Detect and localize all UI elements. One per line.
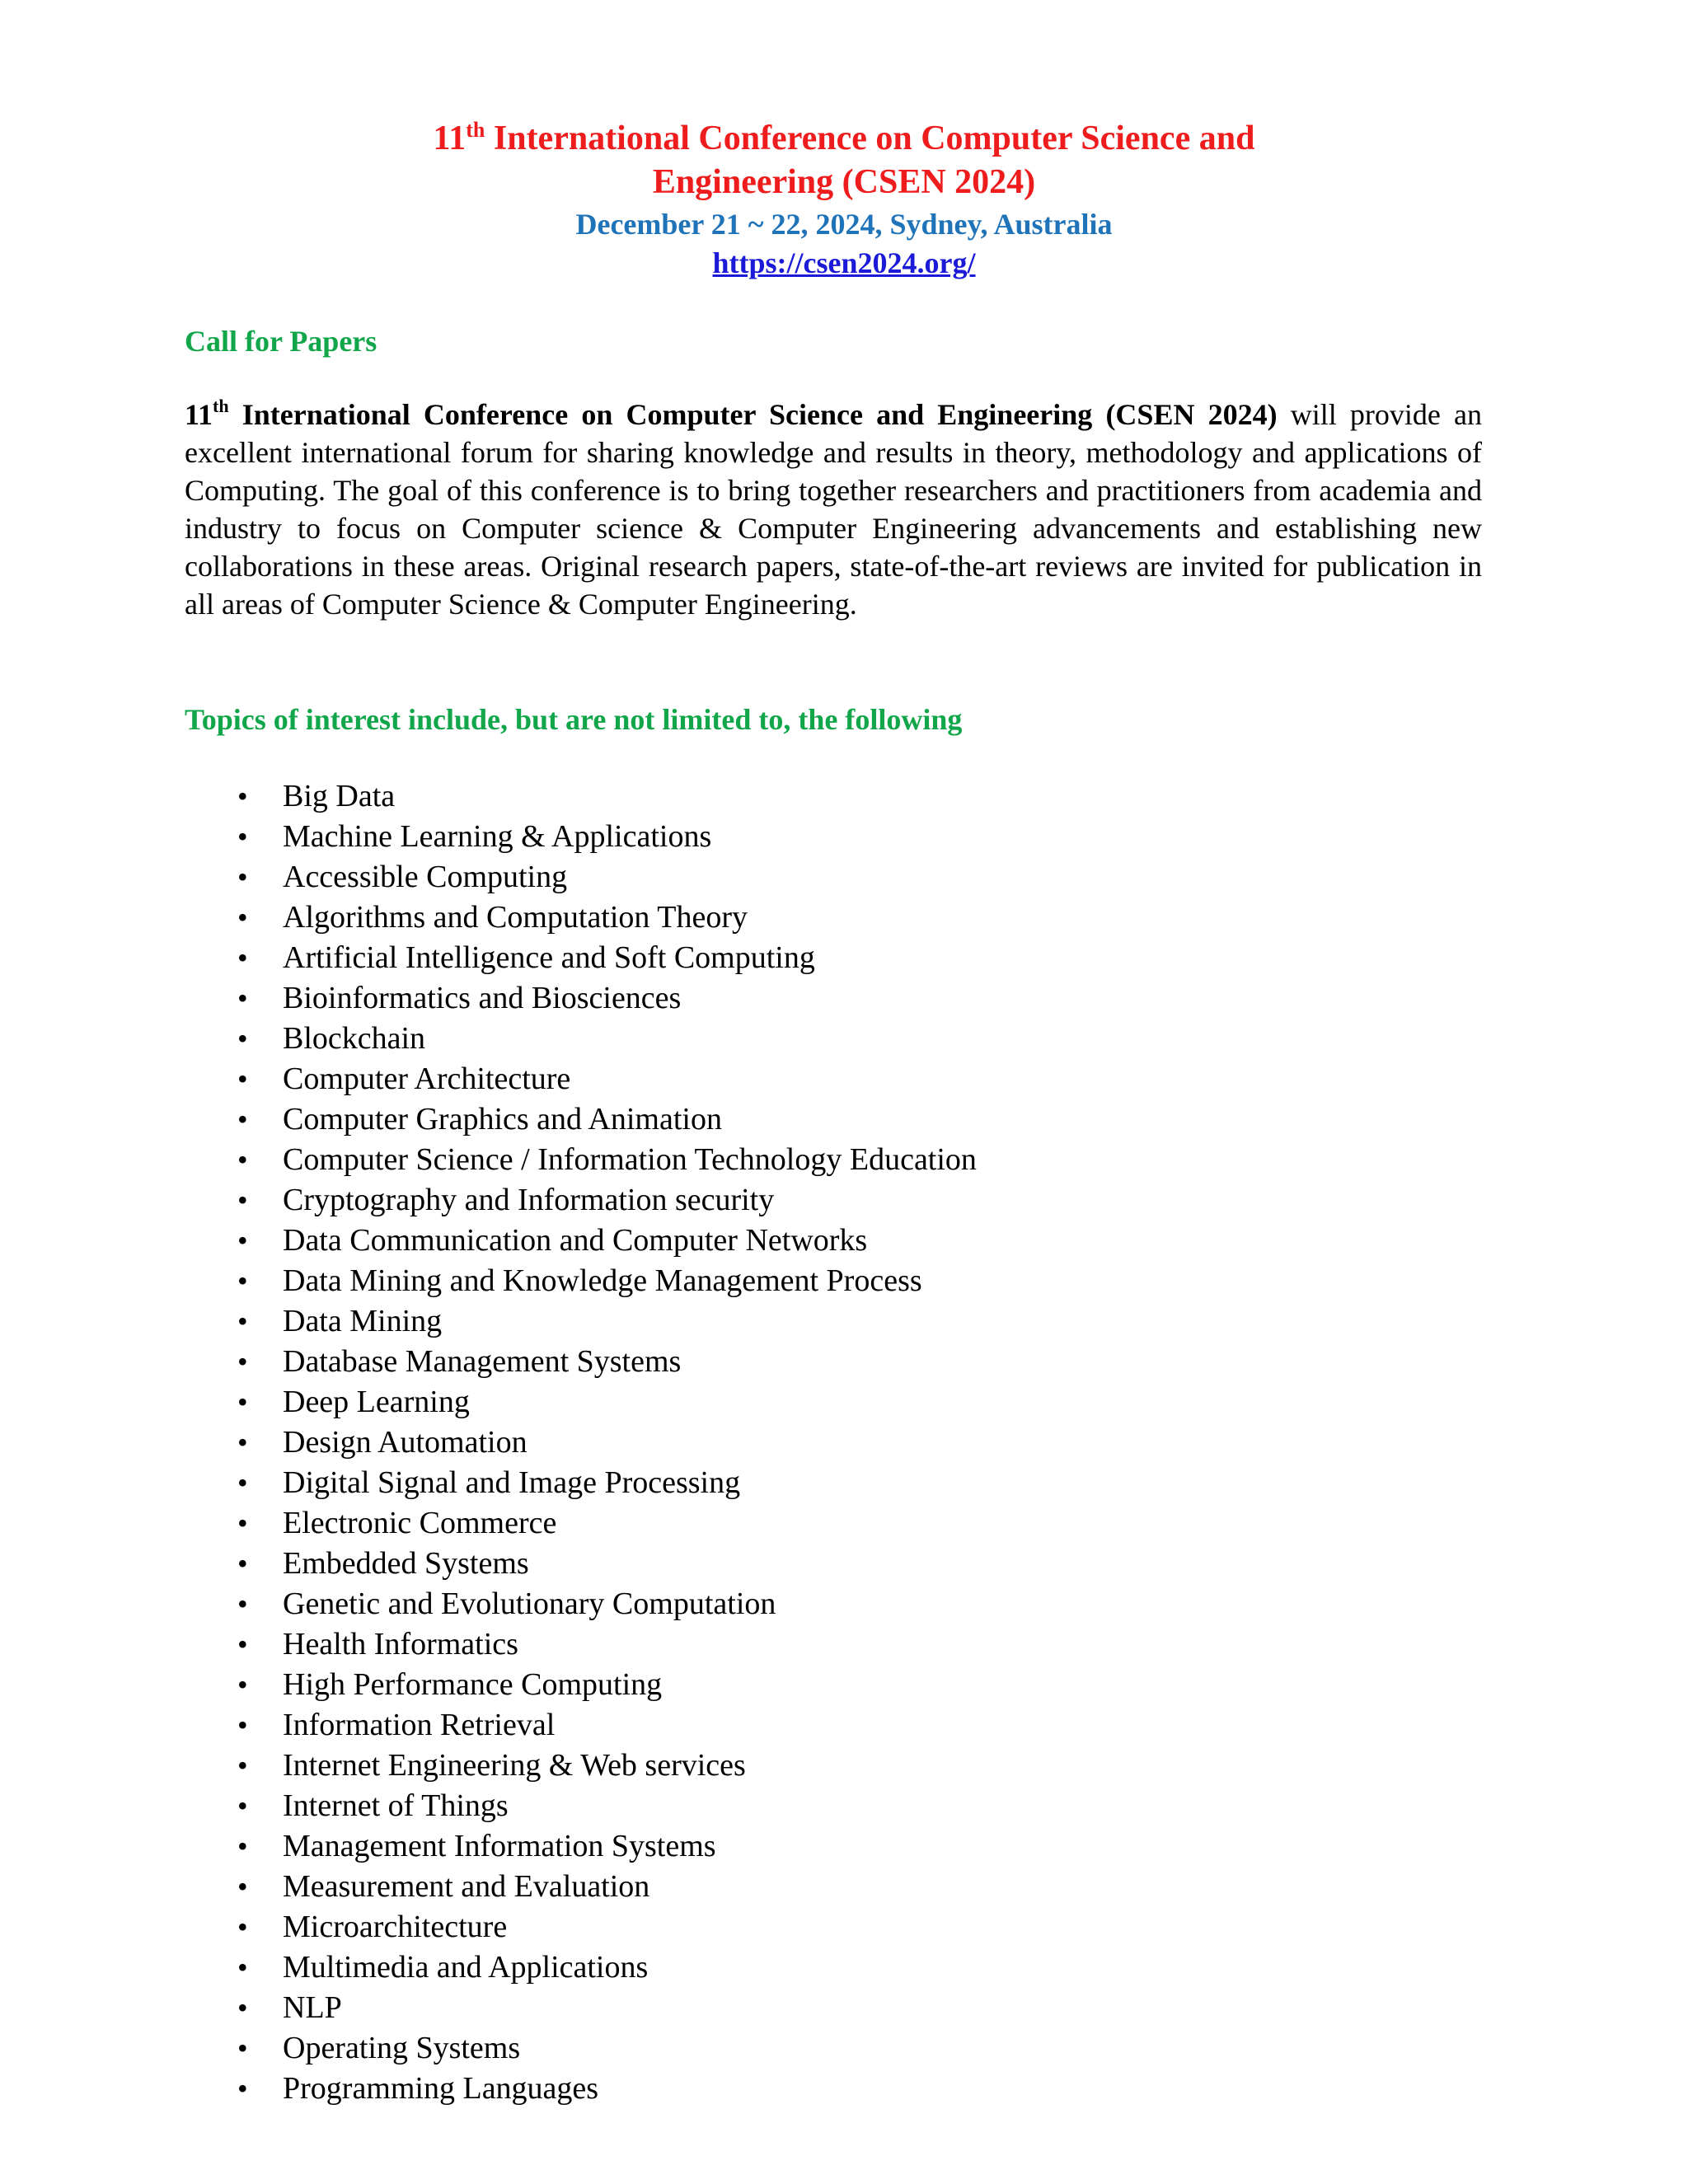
topic-label: Internet of Things — [283, 1788, 509, 1823]
topic-label: Measurement and Evaluation — [283, 1869, 650, 1904]
bullet-icon: • — [237, 1103, 248, 1136]
bullet-icon: • — [237, 941, 248, 974]
bullet-icon: • — [237, 2072, 248, 2105]
topic-label: Multimedia and Applications — [283, 1950, 649, 1985]
topic-label: Machine Learning & Applications — [283, 819, 712, 854]
topic-label: Algorithms and Computation Theory — [283, 900, 748, 935]
conference-url-wrapper — [0, 244, 1688, 282]
topic-label: Microarchitecture — [283, 1910, 508, 1944]
topic-label: Computer Science / Information Technology Education — [283, 1142, 977, 1177]
bullet-icon: • — [237, 1385, 248, 1418]
bullet-icon: • — [237, 860, 248, 893]
intro-conference-name — [185, 398, 1278, 431]
bullet-icon: • — [237, 1183, 248, 1216]
bullet-icon: • — [237, 1991, 248, 2024]
bullet-icon: • — [237, 1830, 248, 1863]
bullet-icon: • — [237, 1789, 248, 1822]
bullet-icon: • — [237, 1668, 248, 1701]
bullet-icon: • — [237, 1143, 248, 1176]
bullet-icon: • — [237, 1587, 248, 1620]
topics-heading: Topics of interest include, but are not limited to, the following — [185, 703, 963, 736]
conference-title-line-2: Engineering (CSEN 2024) — [652, 163, 1036, 201]
bullet-icon: • — [237, 901, 248, 934]
bullet-icon: • — [237, 1305, 248, 1338]
intro-paragraph — [185, 396, 1482, 623]
bullet-icon: • — [237, 1910, 248, 1943]
bullet-icon: • — [237, 1426, 248, 1459]
intro-bold-rest: International Conference on Computer Science and Engineering (CSEN 2024) — [241, 398, 1278, 431]
topic-label: Information Retrieval — [283, 1708, 556, 1742]
topic-label: Accessible Computing — [283, 860, 568, 894]
bullet-icon: • — [237, 1264, 248, 1297]
bullet-icon: • — [237, 1708, 248, 1741]
topic-label: Operating Systems — [283, 2031, 521, 2065]
bullet-icon: • — [237, 1224, 248, 1257]
topic-label: Management Information Systems — [283, 1829, 716, 1863]
conference-header — [0, 117, 1688, 282]
bullet-icon: • — [237, 1749, 248, 1782]
topic-label: Genetic and Evolutionary Computation — [283, 1586, 776, 1621]
conference-url-link[interactable]: https://csen2024.org/ — [712, 246, 976, 279]
call-for-papers-heading: Call for Papers — [185, 325, 377, 358]
topic-label: Design Automation — [283, 1425, 528, 1460]
bullet-icon: • — [237, 1022, 248, 1055]
bullet-icon: • — [237, 1547, 248, 1580]
intro-superscript: th — [213, 396, 229, 416]
topic-label: Data Mining — [283, 1304, 443, 1338]
topic-label: Embedded Systems — [283, 1546, 529, 1581]
bullet-icon: • — [237, 780, 248, 813]
bullet-icon: • — [237, 820, 248, 853]
topic-label: Deep Learning — [283, 1385, 470, 1419]
topic-label: Artificial Intelligence and Soft Computing — [283, 940, 815, 975]
topic-label: Blockchain — [283, 1021, 426, 1056]
topic-label: Database Management Systems — [283, 1344, 682, 1379]
topic-label: Computer Architecture — [283, 1062, 571, 1096]
topic-label: Internet Engineering & Web services — [283, 1748, 746, 1783]
topic-label: Computer Graphics and Animation — [283, 1102, 722, 1137]
bullet-icon: • — [237, 1951, 248, 1984]
bullet-icon: • — [237, 1870, 248, 1903]
bullet-icon: • — [237, 1507, 248, 1540]
bullet-icon: • — [237, 2032, 248, 2064]
topic-label: Cryptography and Information security — [283, 1183, 775, 1217]
topic-label: Electronic Commerce — [283, 1506, 557, 1540]
bullet-icon: • — [237, 982, 248, 1015]
topic-label: Data Mining and Knowledge Management Process — [283, 1263, 922, 1298]
topic-label: Bioinformatics and Biosciences — [283, 981, 682, 1015]
topic-label: NLP — [283, 1990, 342, 2025]
intro-number: 11 — [185, 398, 213, 431]
bullet-icon: • — [237, 1345, 248, 1378]
topic-label: High Performance Computing — [283, 1667, 663, 1702]
topic-label: Data Communication and Computer Networks — [283, 1223, 868, 1258]
topic-label: Programming Languages — [283, 2071, 599, 2106]
topic-label: Health Informatics — [283, 1627, 518, 1661]
title-number: 11 — [433, 120, 467, 157]
bullet-icon: • — [237, 1466, 248, 1499]
intro-text: will provide an excellent international forum for sharing knowledge and results in theory, methodology and applications of Computing. The goal of this conference is to bring together researchers and practitioners from academia and industry to focus on Computer science & Computer Engineering advancements and establishing new collaborations in these areas. Original research papers, state-of-the-art reviews are invited for publication in all areas of Computer Science & Computer Engineering. — [185, 398, 1483, 621]
bullet-icon: • — [237, 1628, 248, 1661]
conference-dates: December 21 ~ 22, 2024, Sydney, Australia — [575, 208, 1113, 241]
topic-label: Big Data — [283, 779, 396, 813]
bullet-icon: • — [237, 1062, 248, 1095]
conference-title-line-1 — [0, 117, 1688, 161]
title-superscript: th — [466, 118, 485, 142]
topic-label: Digital Signal and Image Processing — [283, 1465, 741, 1500]
title-line1-rest: International Conference on Computer Science and — [493, 120, 1255, 157]
